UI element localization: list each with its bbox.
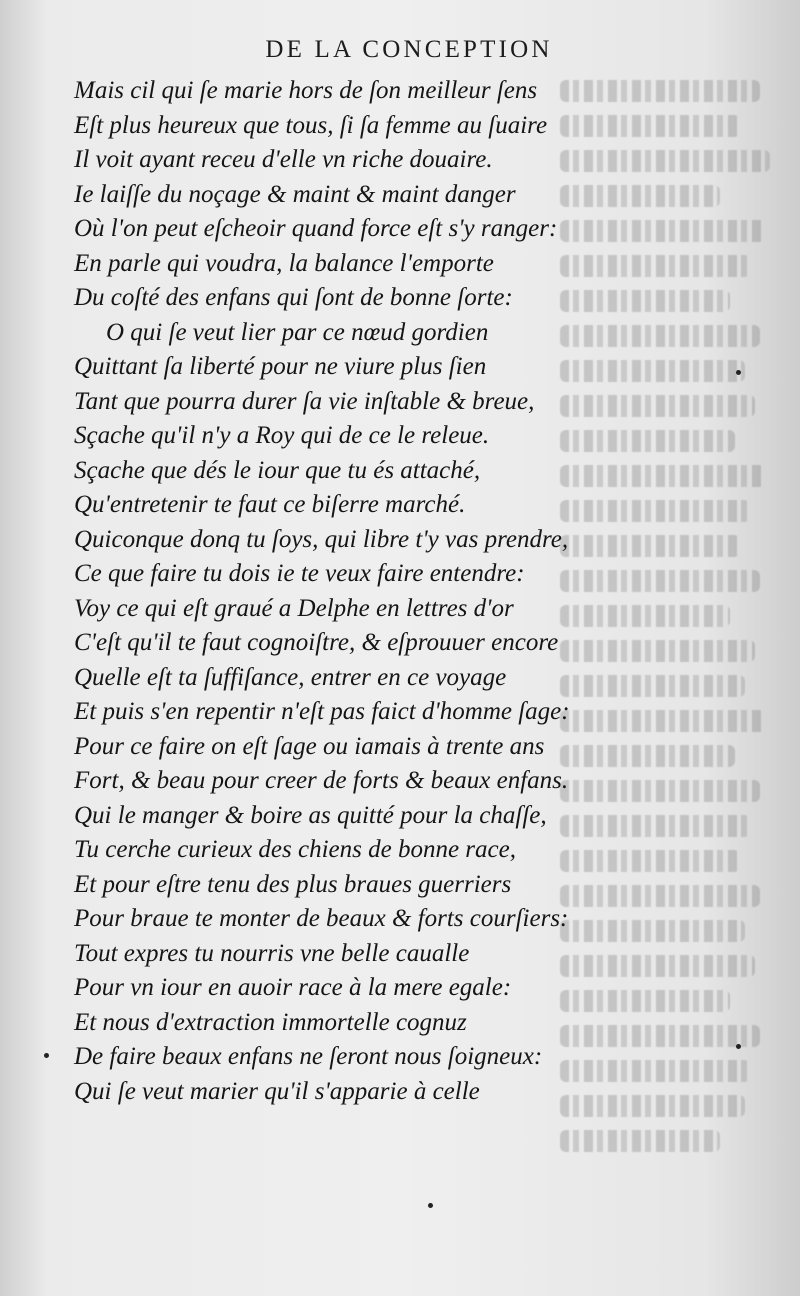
verse-line: Tant que pourra durer ſa vie inſtable & breue, — [74, 387, 535, 415]
verse-line: C'eſt qu'il te faut cognoiſtre, & eſprouuer encore — [74, 629, 559, 656]
verse-line: Tu cerche curieux des chiens de bonne race, — [74, 836, 516, 863]
ink-speck — [736, 1044, 741, 1049]
verse-line: Tout expres tu nourris vne belle caualle — [74, 939, 470, 967]
verse-line: Quiconque donq tu ſoys, qui libre t'y vas prendre, — [74, 525, 569, 553]
verse-line: Fort, & beau pour creer de forts & beaux enfans. — [74, 767, 569, 794]
verse-line: Voy ce qui eſt graué a Delphe en lettres d'or — [74, 594, 514, 622]
running-head: DE LA CONCEPTION — [265, 36, 553, 63]
verse-line: Ce que faire tu dois ie te veux faire entendre: — [74, 560, 525, 587]
verse-line: Et puis s'en repentir n'eſt pas faict d'homme ſage: — [74, 698, 570, 725]
verse-line: O qui ſe veut lier par ce nœud gordien — [106, 318, 489, 346]
verse-line: Où l'on peut eſcheoir quand force eſt s'y ranger: — [74, 215, 558, 242]
verse-line: Ie laiſſe du noçage & maint & maint danger — [74, 180, 516, 208]
verse-line: Qui ſe veut marier qu'il s'apparie à celle — [74, 1077, 480, 1105]
ink-speck — [736, 370, 741, 375]
verse-line: Pour braue te monter de beaux & forts courſiers: — [74, 905, 569, 932]
verse-line: De faire beaux enfans ne ſeront nous ſoigneux: — [74, 1043, 543, 1070]
verse-line: Qu'entretenir te faut ce biſerre marché. — [74, 491, 466, 518]
verse-line: En parle qui voudra, la balance l'emporte — [74, 249, 494, 277]
ink-speck — [428, 1203, 433, 1208]
verse-text — [74, 74, 674, 1109]
verse-line: Et pour eſtre tenu des plus braues guerriers — [74, 870, 512, 898]
verse-line: Eſt plus heureux que tous, ſi ſa femme au ſuaire — [74, 111, 548, 139]
verse-line: Qui le manger & boire as quitté pour la chaſſe, — [74, 801, 547, 829]
verse-line: Il voit ayant receu d'elle vn riche douaire. — [74, 146, 493, 173]
verse-line: Et nous d'extraction immortelle cognuz — [74, 1008, 467, 1036]
verse-line: Quelle eſt ta ſuffiſance, entrer en ce voyage — [74, 663, 507, 691]
verse-line: Sçache que dés le iour que tu és attaché, — [74, 456, 481, 484]
verse-line: Pour ce faire on eſt ſage ou iamais à trente ans — [74, 732, 545, 760]
verse-line: Quittant ſa liberté pour ne viure plus ſien — [74, 353, 487, 380]
verse-line: Du coſté des enfans qui ſont de bonne ſorte: — [74, 284, 513, 311]
ink-speck — [44, 1053, 49, 1058]
verse-line: Sçache qu'il n'y a Roy qui de ce le releue. — [74, 422, 490, 449]
verse-line: Mais cil qui ſe marie hors de ſon meilleur ſens — [74, 77, 538, 104]
verse-line: Pour vn iour en auoir race à la mere egale: — [74, 974, 512, 1001]
